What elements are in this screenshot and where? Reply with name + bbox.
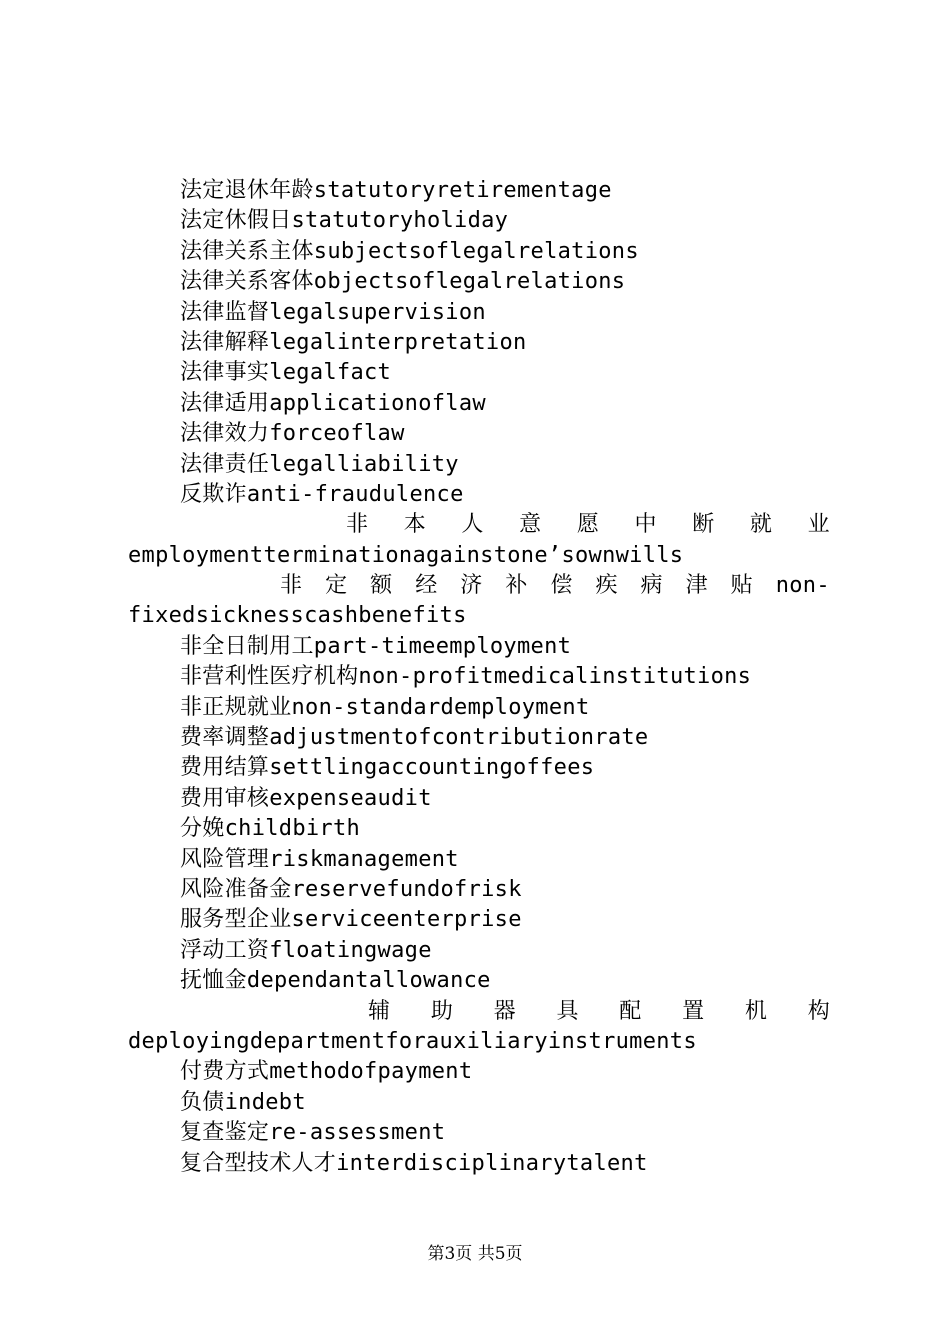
glossary-entry: 法律监督legalsupervision bbox=[180, 299, 486, 325]
justified-char: 机 bbox=[744, 998, 768, 1024]
glossary-entry: 法律关系主体subjectsoflegalrelations bbox=[180, 238, 639, 264]
justified-char: 济 bbox=[460, 573, 483, 599]
glossary-entry: 法律效力forceoflaw bbox=[180, 421, 405, 447]
justified-char: 补 bbox=[505, 573, 528, 599]
glossary-entry: 费率调整adjustmentofcontributionrate bbox=[180, 725, 649, 751]
glossary-entry-continuation: fixedsicknesscashbenefits bbox=[128, 603, 467, 629]
justified-char: 愿 bbox=[576, 512, 600, 538]
glossary-entry: 法律解释legalinterpretation bbox=[180, 329, 527, 355]
glossary-entry: 付费方式methodofpayment bbox=[180, 1059, 473, 1085]
glossary-entry: 服务型企业serviceenterprise bbox=[180, 907, 522, 933]
justified-char: 具 bbox=[556, 998, 579, 1024]
glossary-entry-continuation: employmentterminationagainstone’sownwills bbox=[128, 542, 684, 568]
justified-char: 配 bbox=[619, 998, 642, 1024]
glossary-entry: 费用审核expenseaudit bbox=[180, 785, 432, 811]
justified-char: 非 bbox=[280, 573, 303, 599]
justified-char: 额 bbox=[370, 573, 393, 599]
glossary-entry: 复查鉴定re-assessment bbox=[180, 1120, 446, 1146]
justified-char: 业 bbox=[807, 512, 830, 538]
justified-char: 疾 bbox=[595, 573, 618, 599]
justified-char: 偿 bbox=[550, 573, 573, 599]
justified-char: 非 bbox=[346, 512, 369, 538]
glossary-entry-continuation: deployingdepartmentforauxiliaryinstruments bbox=[128, 1028, 697, 1054]
glossary-entry: 费用结算settlingaccountingoffees bbox=[180, 755, 595, 781]
justified-char: 意 bbox=[519, 512, 542, 538]
glossary-entry: 风险管理riskmanagement bbox=[180, 846, 459, 872]
glossary-entry: 法律适用applicationoflaw bbox=[180, 390, 486, 416]
glossary-entry: 抚恤金dependantallowance bbox=[180, 968, 491, 994]
glossary-entry: 非正规就业non-standardemployment bbox=[180, 694, 590, 720]
justified-char: 助 bbox=[430, 998, 454, 1024]
justified-entry-line bbox=[128, 997, 830, 1027]
glossary-entry: 分娩childbirth bbox=[180, 816, 361, 842]
justified-char: 经 bbox=[415, 573, 438, 599]
justified-char: 定 bbox=[325, 573, 348, 599]
justified-char: 人 bbox=[461, 512, 484, 538]
glossary-entry: 浮动工资floatingwage bbox=[180, 937, 432, 963]
glossary-entry: 法定休假日statutoryholiday bbox=[180, 208, 509, 234]
glossary-entry: 风险准备金reservefundofrisk bbox=[180, 876, 522, 902]
glossary-entry: 复合型技术人才interdisciplinarytalent bbox=[180, 1150, 648, 1176]
glossary-entry: 非营利性医疗机构non-profitmedicalinstitutions bbox=[180, 664, 752, 690]
justified-char: 津 bbox=[685, 573, 708, 599]
glossary-entry: 非全日制用工part-timeemployment bbox=[180, 633, 572, 659]
glossary-entry: 法律责任legalliability bbox=[180, 451, 459, 477]
glossary-entry: 法定退休年龄statutoryretirementage bbox=[180, 178, 612, 203]
justified-entry-line bbox=[128, 510, 830, 540]
glossary-entry: 负债indebt bbox=[180, 1089, 306, 1115]
justified-char: 断 bbox=[692, 512, 715, 538]
glossary-entry: 法律事实legalfact bbox=[180, 360, 392, 386]
page-footer: 第3页 共5页 bbox=[427, 1244, 523, 1264]
justified-char: 贴 bbox=[730, 573, 753, 599]
justified-char: 构 bbox=[807, 998, 830, 1024]
justified-char: non- bbox=[775, 573, 830, 599]
justified-char: 就 bbox=[749, 512, 773, 538]
justified-char: 置 bbox=[682, 998, 705, 1024]
justified-char: 器 bbox=[493, 998, 516, 1024]
glossary-entry: 反欺诈anti-fraudulence bbox=[180, 481, 464, 507]
glossary-entry: 法律关系客体objectsoflegalrelations bbox=[180, 269, 626, 295]
justified-char: 中 bbox=[634, 512, 657, 538]
justified-char: 本 bbox=[403, 512, 427, 538]
justified-entry-line bbox=[128, 571, 830, 601]
justified-char: 辅 bbox=[368, 998, 391, 1024]
glossary-content bbox=[128, 176, 830, 1179]
justified-char: 病 bbox=[640, 573, 663, 599]
